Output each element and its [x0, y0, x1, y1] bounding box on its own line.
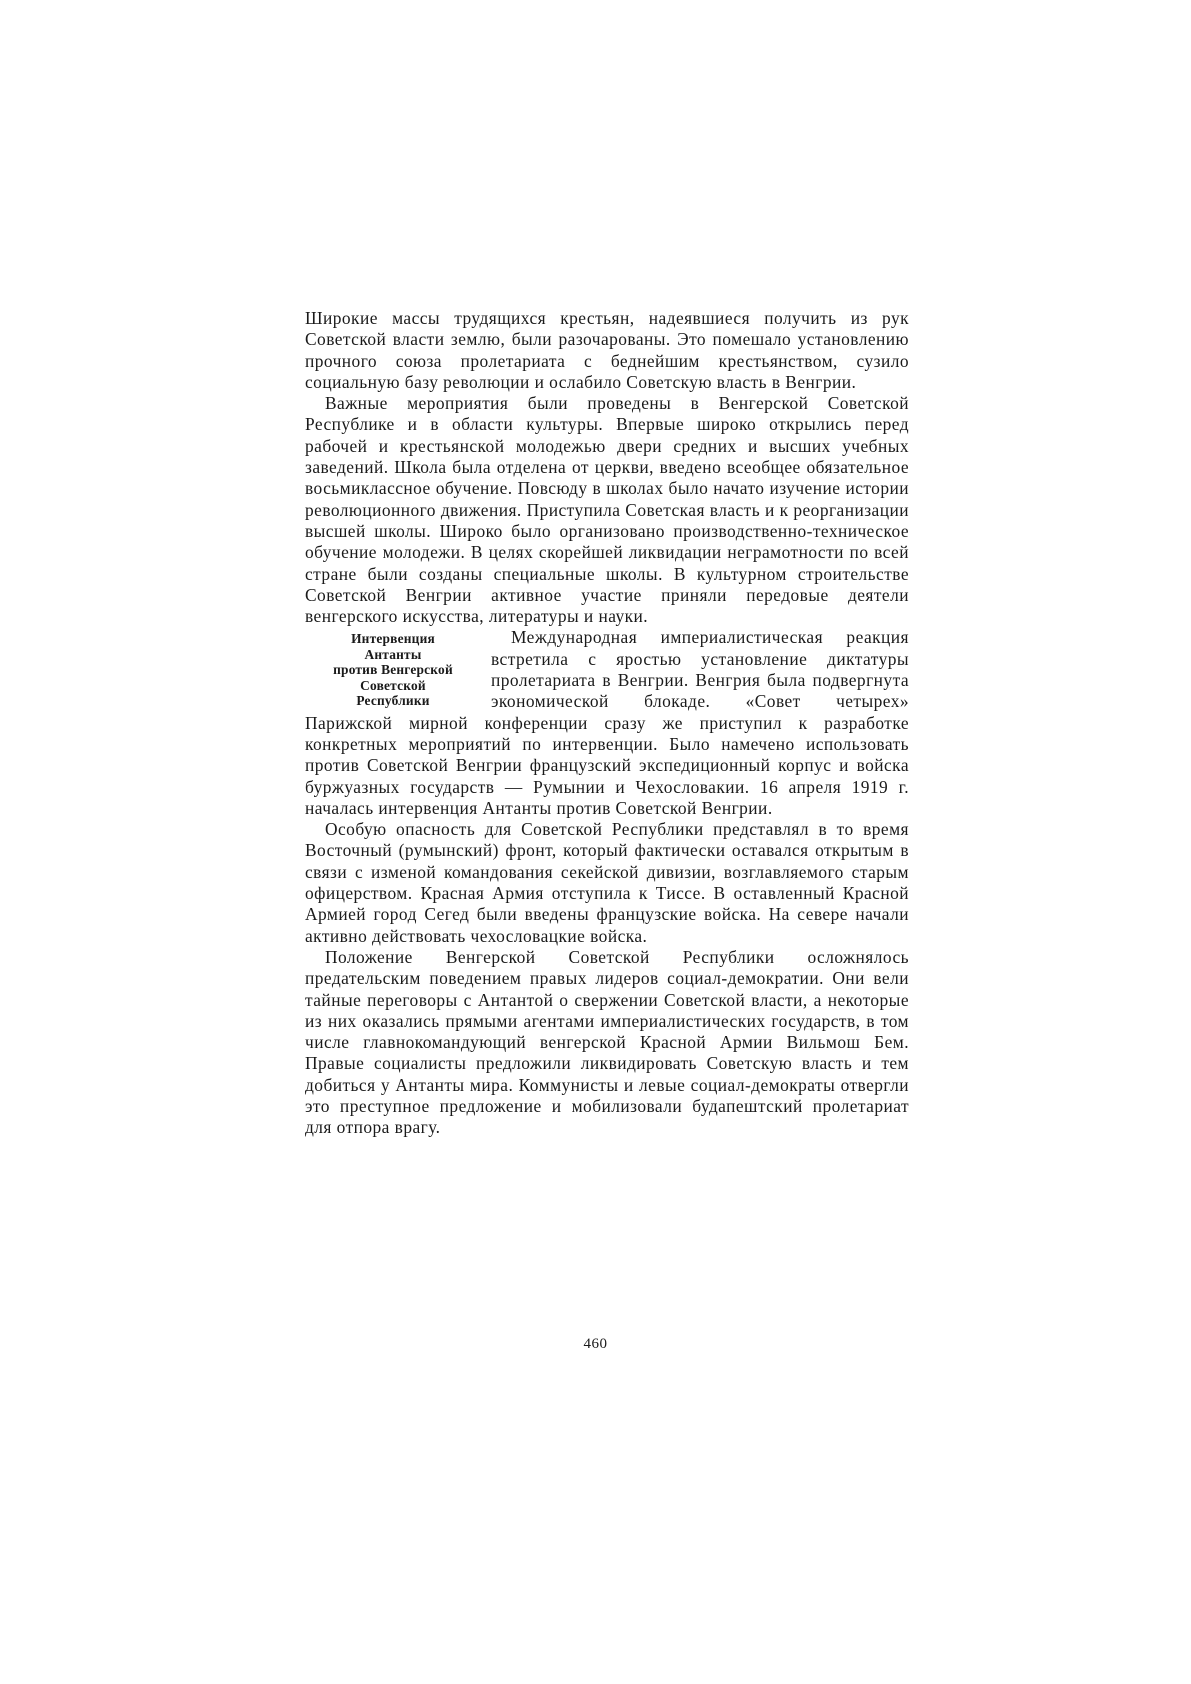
paragraph-eastern-front: Особую опасность для Советской Республики представлял в то время Восточный (румынский) фронт, который фактически оставался открытым в связи с изменой командования секейской дивизии, возглавляемого старым офицерством. Красная Армия отступила к Тиссе. В оставленный Красной Армией город Сегед были введены французские войска. На севере начали активно действовать чехословацкие войска.: [305, 819, 909, 946]
paragraph-culture: Важные мероприятия были проведены в Венгерской Советской Республике и в области культуры. Впервые широко открылись перед рабочей и крестьянской молодежью двери средних и высших учебных заведений. Школа была отделена от церкви, введено всеобщее обязательное восьмиклассное обучение. Повсюду в школах было начато изучение истории революционного движения. Приступила Советская власть и к реорганизации высшей школы. Широко было организовано производственно-техническое обучение молодежи. В целях скорейшей ликвидации неграмотности по всей стране были созданы специальные школы. В культурном строительстве Советской Венгрии активное участие приняли передовые деятели венгерского искусства, литературы и науки.: [305, 393, 909, 627]
page-number: 460: [583, 1336, 608, 1352]
page-body: [305, 308, 909, 1139]
side-heading-line: Антанты: [364, 646, 422, 662]
paragraph-peasants: Широкие массы трудящихся крестьян, надеявшиеся получить из рук Советской власти землю, были разочарованы. Это помешало установлению прочного союза пролетариата с беднейшим крестьянством, сузило социальную базу революции и ослабило Советскую власть в Венгрии.: [305, 308, 909, 392]
side-heading-line: против Венгерской: [333, 662, 453, 678]
paragraph-intervention: Международная империалистическая реакция встретила с яростью установление диктатуры пролетариата в Венгрии. Венгрия была подвергнута экономической блокаде. «Совет четырех» Парижской мирной конференции сразу же приступил к разработке конкретных мероприятий по интервенции. Было намечено использовать против Советской Венгрии французский экспедиционный корпус и войска буржуазных государств — Румынии и Чехословакии. 16 апреля 1919 г. началась интервенция Антанты против Советской Венгрии.: [305, 627, 909, 818]
paragraph-social-democrats: Положение Венгерской Советской Республики осложнялось предательским поведением правых лидеров социал-демократии. Они вели тайные переговоры с Антантой о свержении Советской власти, а некоторые из них оказались прямыми агентами империалистических государств, в том числе главнокомандующий венгерской Красной Армии Вильмош Бем. Правые социалисты предложили ликвидировать Советскую власть и тем добиться у Антанты мира. Коммунисты и левые социал-демократы отвергли это преступное предложение и мобилизовали будапештский пролетариат для отпора врагу.: [305, 946, 909, 1138]
side-heading-line: Интервенция: [351, 631, 435, 647]
side-heading-line: Республики: [356, 693, 430, 709]
side-heading: [305, 631, 481, 709]
side-heading-line: Советской: [360, 677, 426, 693]
section-intervention: [305, 627, 909, 819]
